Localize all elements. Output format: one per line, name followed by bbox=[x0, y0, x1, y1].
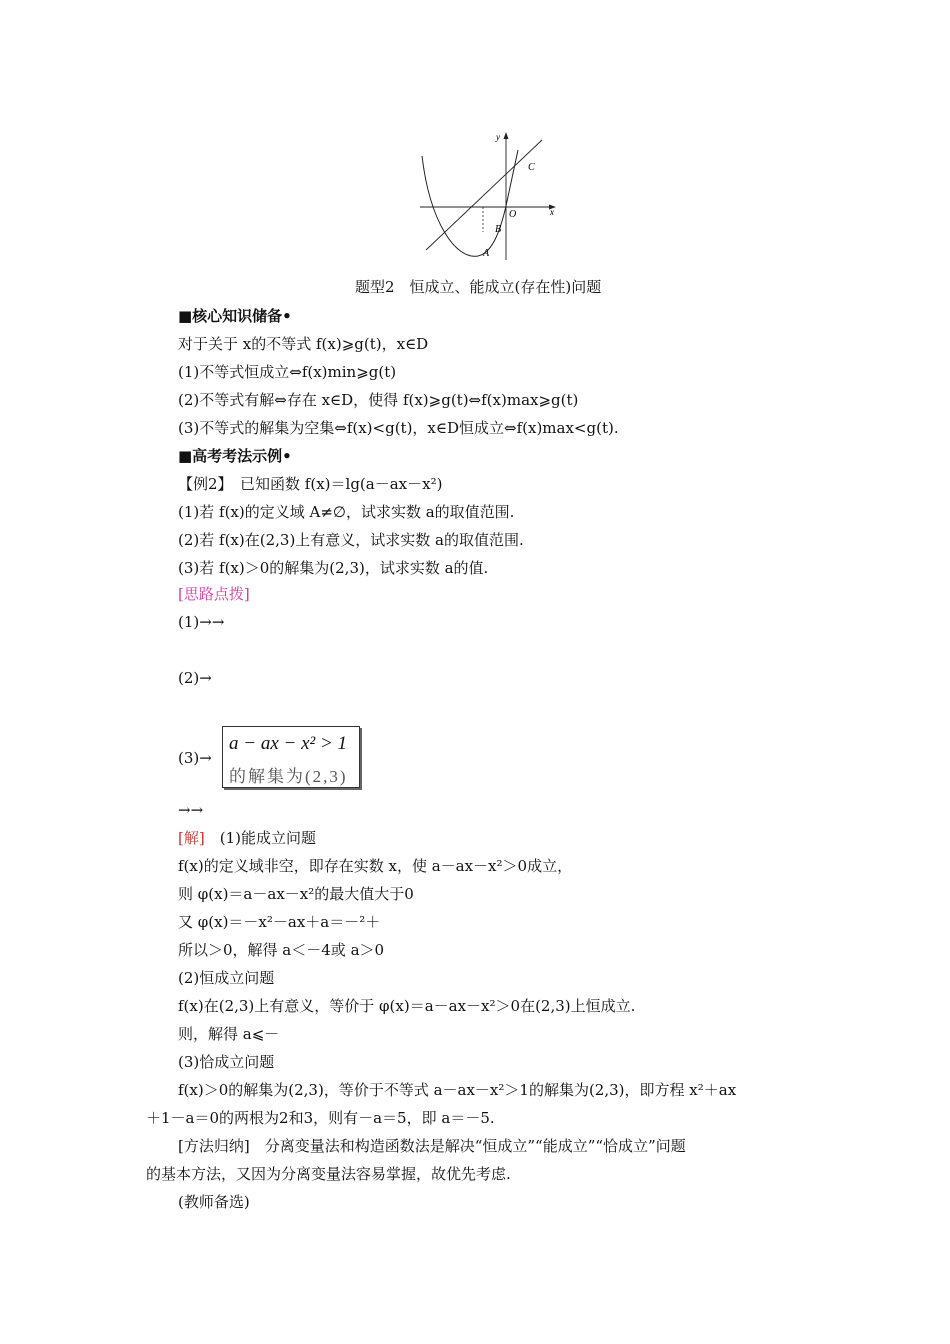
label-x: x bbox=[550, 207, 554, 217]
question-2: (2)若 f(x)在(2,3)上有意义，试求实数 a的取值范围. bbox=[178, 531, 524, 549]
core-item-3: (3)不等式的解集为空集⇔f(x)<g(t)，x∈D恒成立⇔f(x)max<g(t). bbox=[178, 419, 619, 437]
hint-formula-box bbox=[222, 726, 360, 788]
solution-line-4: 所以＞0，解得 a＜－4或 a＞0 bbox=[178, 941, 385, 959]
label-y: y bbox=[496, 132, 500, 142]
core-intro: 对于关于 x的不等式 f(x)⩾g(t)，x∈D bbox=[178, 335, 429, 353]
solution-line-8: (3)恰成立问题 bbox=[178, 1053, 275, 1071]
example-title: 【例2】 已知函数 f(x)＝lg(a－ax－x²) bbox=[178, 475, 443, 493]
label-o: O bbox=[509, 209, 517, 220]
solution-line-1: f(x)的定义域非空，即存在实数 x，使 a－ax－x²＞0成立， bbox=[178, 857, 573, 875]
teacher-note: (教师备选) bbox=[178, 1193, 250, 1211]
label-c: C bbox=[528, 162, 535, 173]
section-caption: 题型2 恒成立、能成立(存在性)问题 bbox=[355, 278, 602, 296]
question-3: (3)若 f(x)＞0的解集为(2,3)，试求实数 a的值. bbox=[178, 559, 489, 577]
solution-line-5: (2)恒成立问题 bbox=[178, 969, 275, 987]
method-line-2: 的基本方法，又因为分离变量法容易掌握，故优先考虑. bbox=[146, 1165, 511, 1183]
core-heading: ■核心知识储备• bbox=[178, 307, 292, 325]
solution-part-1-title: (1)能成立问题 bbox=[204, 829, 316, 847]
solution-line-7: 则，解得 a⩽－ bbox=[178, 1025, 280, 1043]
hint-label: [思路点拨] bbox=[178, 585, 250, 603]
exam-heading: ■高考考法示例• bbox=[178, 447, 292, 465]
label-b: B bbox=[495, 224, 502, 235]
core-item-1: (1)不等式恒成立⇔f(x)min⩾g(t) bbox=[178, 363, 397, 381]
solution-line-9: f(x)＞0的解集为(2,3)，等价于不等式 a－ax－x²＞1的解集为(2,3)，即方程 x²＋ax bbox=[178, 1081, 737, 1099]
hint-step-2: (2)→ bbox=[178, 669, 212, 687]
method-line-1: [方法归纳] 分离变量法和构造函数法是解决“恒成立”“能成立”“恰成立”问题 bbox=[178, 1137, 686, 1155]
y-axis-arrow bbox=[504, 132, 509, 139]
hint-step-3: (3)→ bbox=[178, 749, 212, 767]
box-formula: a − ax − x² > 1 bbox=[229, 733, 348, 754]
solution-part-1-line bbox=[178, 828, 316, 848]
solution-line-3: 又 φ(x)＝－x²－ax＋a＝－²＋ bbox=[178, 913, 381, 931]
solution-line-6: f(x)在(2,3)上有意义，等价于 φ(x)＝a－ax－x²＞0在(2,3)上恒成立. bbox=[178, 997, 636, 1015]
function-graph-figure bbox=[418, 128, 560, 268]
core-item-2: (2)不等式有解⇔存在 x∈D，使得 f(x)⩾g(t)⇔f(x)max⩾g(t) bbox=[178, 391, 579, 409]
hint-step-4: →→ bbox=[178, 801, 204, 819]
question-1: (1)若 f(x)的定义域 A≠∅，试求实数 a的取值范围. bbox=[178, 503, 515, 521]
tangent-line bbox=[426, 140, 542, 250]
box-solution-set: 的解集为(2,3) bbox=[229, 767, 348, 786]
solution-line-10: ＋1－a＝0的两根为2和3，则有－a＝5，即 a＝－5. bbox=[146, 1109, 495, 1127]
hint-step-1: (1)→→ bbox=[178, 613, 225, 631]
solution-label: [解] bbox=[178, 829, 205, 847]
label-a: A bbox=[483, 248, 490, 259]
solution-line-2: 则 φ(x)＝a－ax－x²的最大值大于0 bbox=[178, 885, 414, 903]
